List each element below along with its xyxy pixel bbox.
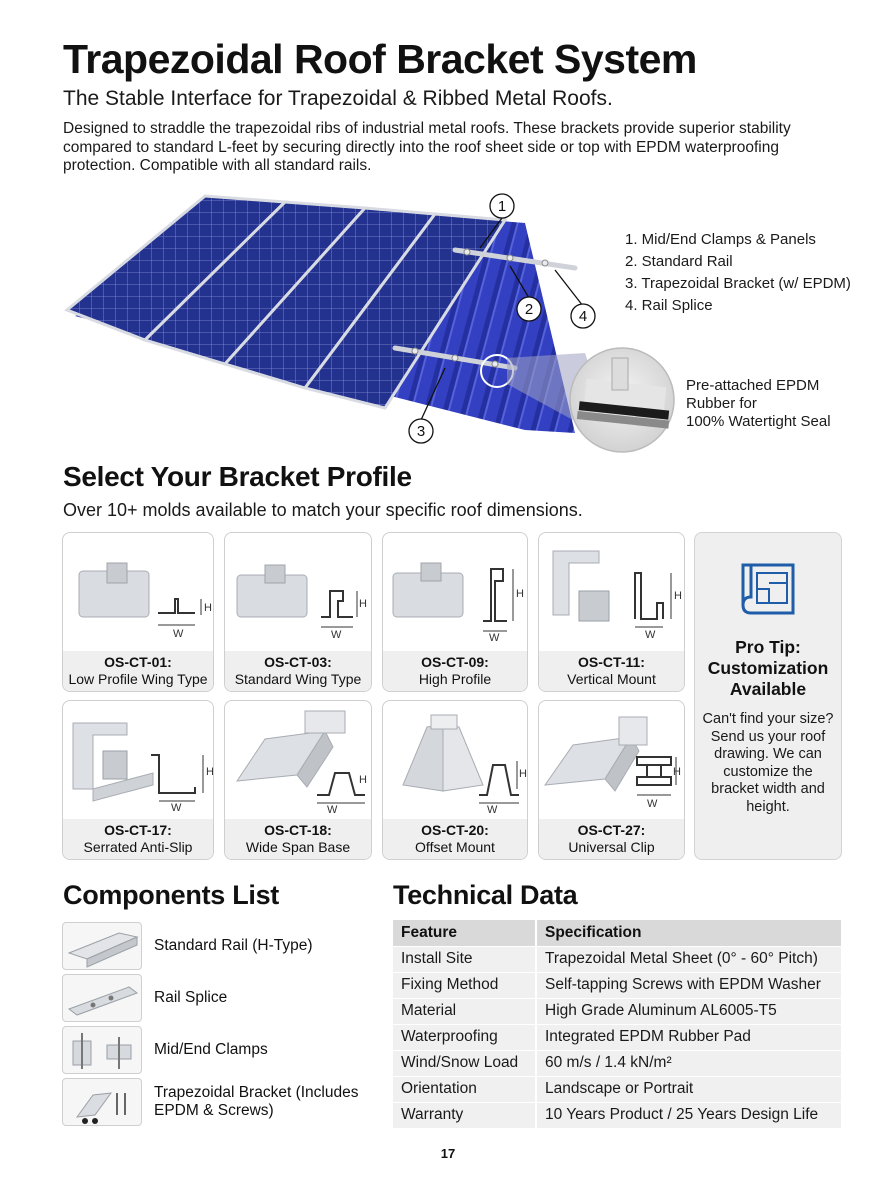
profile-code: OS-CT-20:	[421, 822, 489, 838]
epdm-note-line: Pre-attached EPDM	[686, 377, 820, 394]
bracket-icon	[62, 1078, 142, 1126]
pro-tip-title-line: Pro Tip:	[735, 637, 801, 657]
profile-name: Offset Mount	[415, 839, 495, 855]
spec-cell: High Grade Aluminum AL6005-T5	[536, 998, 841, 1024]
profile-label	[383, 819, 527, 859]
component-label: Standard Rail (H-Type)	[154, 937, 313, 954]
epdm-note	[686, 377, 886, 431]
page-title: Trapezoidal Roof Bracket System	[63, 36, 697, 82]
component-label: Trapezoidal Bracket (Includes EPDM & Screws)	[154, 1084, 359, 1119]
profile-card-ct03[interactable]	[224, 532, 372, 692]
epdm-note-line: 100% Watertight Seal	[686, 413, 831, 430]
dim-w: W	[645, 629, 656, 641]
feature-cell: Material	[393, 998, 536, 1024]
component-item	[62, 1026, 362, 1074]
dim-w: W	[487, 804, 498, 816]
profile-code: OS-CT-18:	[264, 822, 332, 838]
spec-cell: Trapezoidal Metal Sheet (0° - 60° Pitch)	[536, 946, 841, 972]
bracket-drawing	[225, 533, 372, 651]
feature-cell: Warranty	[393, 1102, 536, 1128]
callout-2: 2	[524, 301, 534, 318]
profile-label	[383, 651, 527, 691]
bracket-drawing	[63, 701, 214, 819]
spec-cell: 10 Years Product / 25 Years Design Life	[536, 1102, 841, 1128]
profile-code: OS-CT-11:	[578, 654, 645, 670]
callout-4: 4	[578, 308, 588, 325]
table-row	[393, 998, 841, 1024]
dim-w: W	[489, 632, 500, 644]
spec-cell: 60 m/s / 1.4 kN/m²	[536, 1050, 841, 1076]
bracket-drawing	[63, 533, 214, 651]
profile-card-ct09[interactable]	[382, 532, 528, 692]
table-header-row	[393, 920, 841, 946]
feature-cell: Orientation	[393, 1076, 536, 1102]
profile-name: Low Profile Wing Type	[68, 671, 208, 687]
profile-code: OS-CT-27:	[577, 822, 646, 838]
feature-cell: Fixing Method	[393, 972, 536, 998]
profile-name: Serrated Anti-Slip	[83, 839, 193, 855]
profile-code: OS-CT-17:	[104, 822, 172, 838]
table-row	[393, 946, 841, 972]
profile-label	[539, 651, 684, 691]
profile-code: OS-CT-09:	[421, 654, 489, 670]
profiles-subheading: Over 10+ molds available to match your specific roof dimensions.	[63, 500, 583, 520]
dim-h: H	[359, 774, 367, 786]
component-label: Mid/End Clamps	[154, 1041, 268, 1058]
feature-cell: Waterproofing	[393, 1024, 536, 1050]
page-subtitle: The Stable Interface for Trapezoidal & Ribbed Metal Roofs.	[63, 87, 613, 110]
dim-w: W	[171, 802, 182, 814]
rail-icon	[62, 922, 142, 970]
profile-label	[539, 819, 684, 859]
profile-label	[225, 819, 371, 859]
spec-cell: Landscape or Portrait	[536, 1076, 841, 1102]
profile-card-ct27[interactable]	[538, 700, 685, 860]
diagram-legend	[625, 229, 851, 317]
bracket-drawing	[539, 533, 685, 651]
bracket-drawing	[225, 701, 372, 819]
dim-w: W	[327, 804, 338, 816]
profile-label	[63, 651, 213, 691]
profile-code: OS-CT-01:	[104, 654, 172, 670]
table-row	[393, 1050, 841, 1076]
component-label: Rail Splice	[154, 989, 228, 1006]
dim-w: W	[647, 798, 658, 810]
profile-name: Wide Span Base	[245, 839, 351, 855]
profile-name: Universal Clip	[568, 839, 655, 855]
profile-card-ct01[interactable]	[62, 532, 214, 692]
profile-card-ct20[interactable]	[382, 700, 528, 860]
component-item	[62, 1078, 362, 1126]
pro-tip-body: Can't find your size? Send us your roof drawing. We can customize the bracket width and height.	[702, 711, 834, 815]
legend-item: 3. Trapezoidal Bracket (w/ EPDM)	[625, 275, 851, 292]
spec-cell: Self-tapping Screws with EPDM Washer	[536, 972, 841, 998]
spec-cell: Integrated EPDM Rubber Pad	[536, 1024, 841, 1050]
feature-cell: Wind/Snow Load	[393, 1050, 536, 1076]
table-row	[393, 972, 841, 998]
technical-heading: Technical Data	[393, 880, 578, 910]
profile-label	[63, 819, 213, 859]
pro-tip-title	[695, 637, 841, 700]
pro-tip-title-line: Available	[729, 679, 807, 699]
profile-card-ct17[interactable]	[62, 700, 214, 860]
clamp-icon	[62, 1026, 142, 1074]
dim-h: H	[359, 598, 367, 610]
pro-tip-panel	[694, 532, 842, 860]
bracket-drawing	[383, 533, 528, 651]
page-number: 17	[440, 1146, 456, 1161]
table-row	[393, 1076, 841, 1102]
legend-item: 2. Standard Rail	[625, 253, 733, 270]
bracket-drawing	[383, 701, 528, 819]
profile-name: Vertical Mount	[567, 671, 656, 687]
components-heading: Components List	[63, 880, 279, 910]
epdm-note-line: Rubber for	[686, 395, 757, 412]
dim-w: W	[173, 628, 184, 640]
legend-item: 1. Mid/End Clamps & Panels	[625, 231, 816, 248]
feature-cell: Install Site	[393, 946, 536, 972]
dim-h: H	[674, 590, 682, 602]
profile-label	[225, 651, 371, 691]
intro-paragraph: Designed to straddle the trapezoidal ribs of industrial metal roofs. These brackets provide superior stability compared to standard L-feet by securing directly into the roof sheet side or top with EPDM waterproofing protection. Compatible with all standard rails.	[63, 120, 791, 174]
table-row	[393, 1102, 841, 1128]
component-item	[62, 974, 362, 1022]
profile-card-ct11[interactable]	[538, 532, 685, 692]
profile-card-ct18[interactable]	[224, 700, 372, 860]
callout-3: 3	[416, 423, 426, 440]
dim-h: H	[516, 588, 524, 600]
column-header: Specification	[536, 920, 841, 946]
technical-table	[393, 920, 841, 1129]
pro-tip-title-line: Customization	[707, 658, 829, 678]
profile-name: High Profile	[418, 671, 492, 687]
column-header: Feature	[393, 920, 536, 946]
component-item	[62, 922, 362, 970]
callout-1: 1	[497, 198, 507, 215]
blueprint-icon	[737, 559, 801, 619]
bracket-drawing	[539, 701, 685, 819]
profile-code: OS-CT-03:	[264, 654, 332, 670]
epdm-zoom-inset	[570, 348, 674, 452]
profile-name: Standard Wing Type	[234, 671, 362, 687]
dim-h: H	[204, 602, 212, 614]
legend-item: 4. Rail Splice	[625, 297, 713, 314]
dim-h: H	[673, 766, 681, 778]
table-row	[393, 1024, 841, 1050]
splice-icon	[62, 974, 142, 1022]
dim-h: H	[519, 768, 527, 780]
profiles-heading: Select Your Bracket Profile	[63, 461, 412, 492]
dim-h: H	[206, 766, 214, 778]
dim-w: W	[331, 629, 342, 641]
